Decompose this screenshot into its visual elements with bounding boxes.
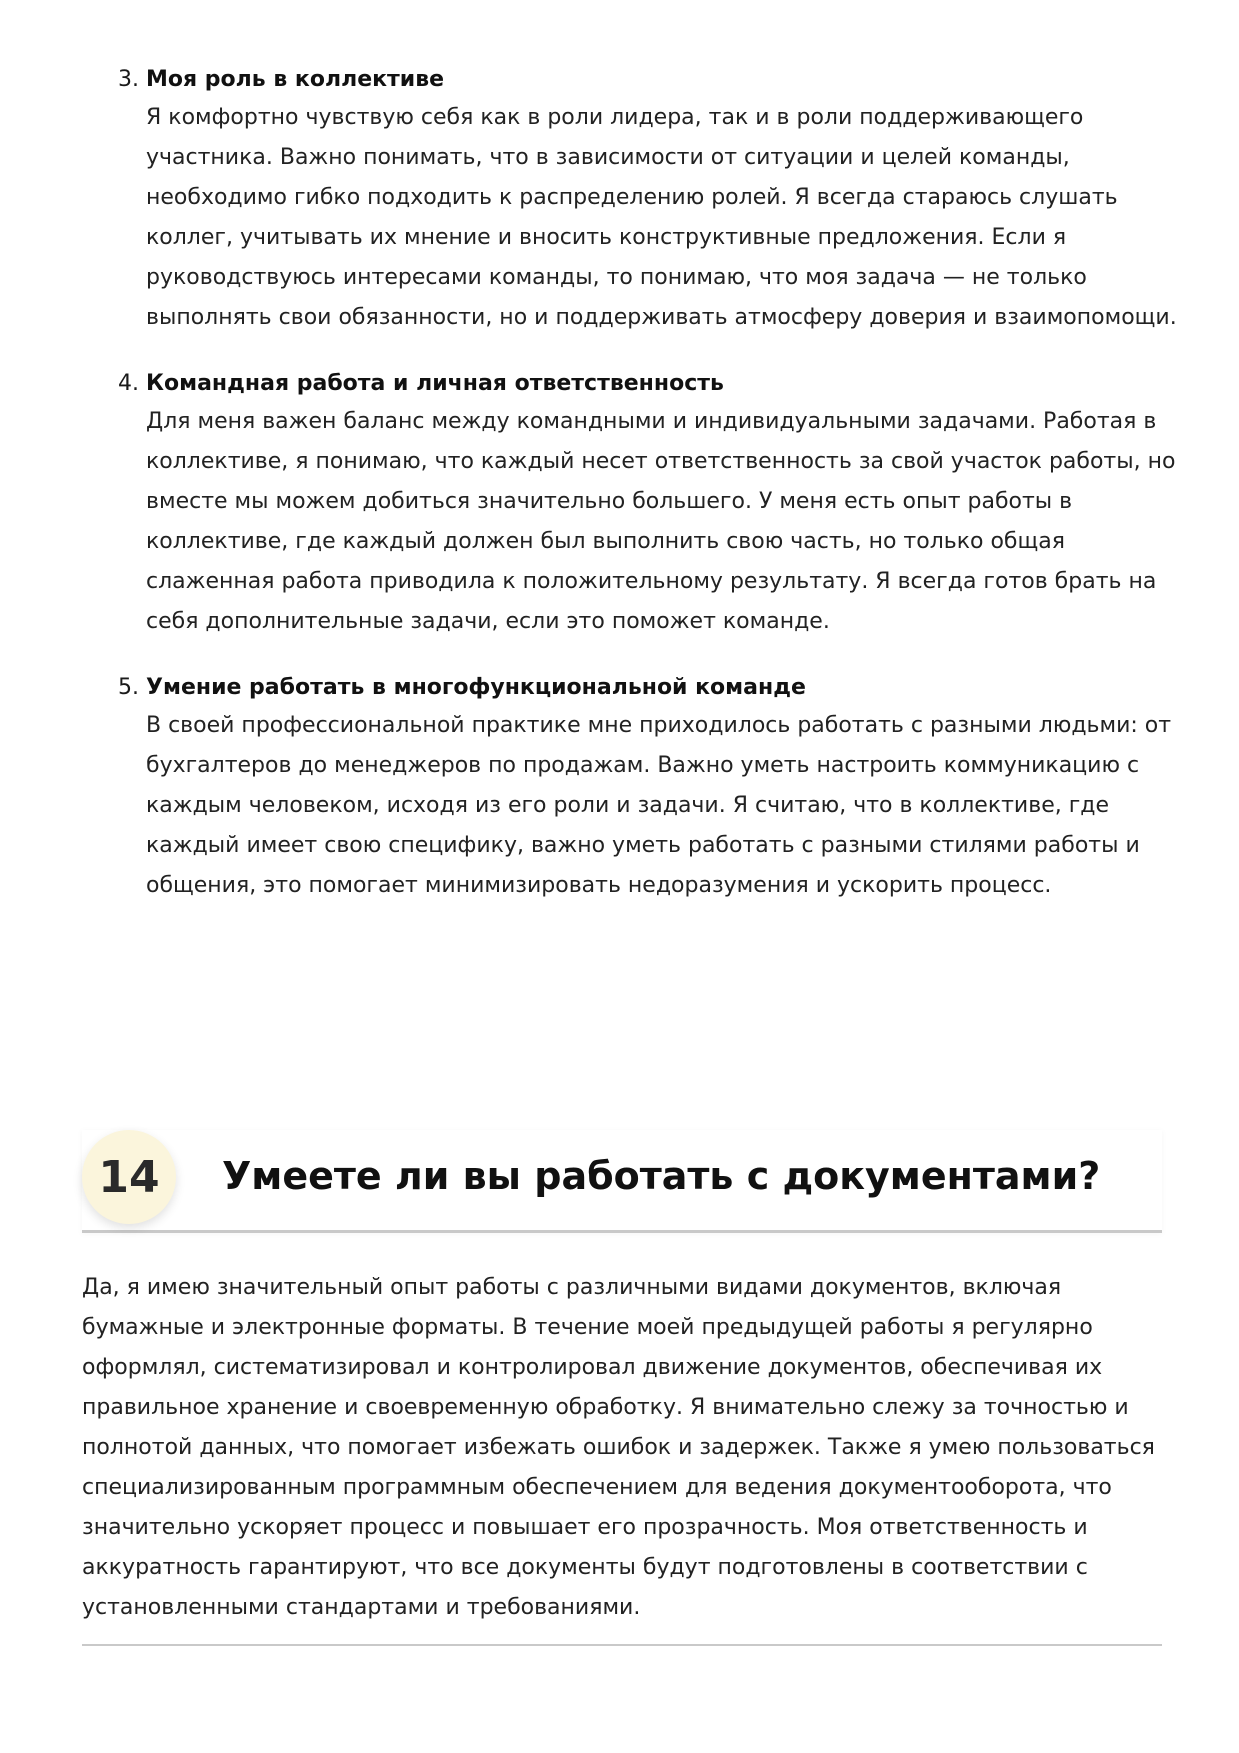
section-header — [82, 1130, 1162, 1233]
list-item-title: Умение работать в многофункциональной команде — [146, 675, 806, 700]
list-item-number: 5. — [118, 675, 139, 700]
bottom-divider — [82, 1644, 1162, 1646]
list-item-title: Моя роль в коллективе — [146, 67, 445, 92]
list-item-text: Для меня важен баланс между командными и индивидуальными задачами. Работая в коллективе, я понимаю, что каждый несет ответственность за свой участок работы, но вместе мы можем добиться значительно большего. У меня есть опыт работы в коллективе, где каждый должен был выполнить свою часть, но только общая слаженная работа приводила к положительному результату. Я всегда готов брать на себя дополнительные задачи, если это поможет команде. — [146, 409, 1176, 634]
section-answer-text: Да, я имею значительный опыт работы с различными видами документов, включая бумажные и электронные форматы. В течение моей предыдущей работы я регулярно оформлял, систематизировал и контролировал движение документов, обеспечивая их правильное хранение и своевременную обработку. Я внимательно слежу за точностью и полнотой данных, что помогает избежать ошибок и задержек. Также я умею пользоваться специализированным программным обеспечением для ведения документооборота, что значительно ускоряет процесс и повышает его прозрачность. Моя ответственность и аккуратность гарантируют, что все документы будут подготовлены в соответствии с установленными стандартами и требованиями. — [82, 1275, 1155, 1620]
list-item-text: В своей профессиональной практике мне приходилось работать с разными людьми: от бухгалтеров до менеджеров по продажам. Важно уметь настроить коммуникацию с каждым человеком, исходя из его роли и задачи. Я считаю, что в коллективе, где каждый имеет свою специфику, важно уметь работать с разными стилями работы и общения, это помогает минимизировать недоразумения и ускорить процесс. — [146, 713, 1172, 898]
list-item — [118, 62, 1178, 338]
list-item-number: 3. — [118, 67, 139, 92]
list-item-title: Командная работа и личная ответственность — [146, 371, 724, 396]
section-number-badge: 14 — [82, 1130, 176, 1224]
list-item-number: 4. — [118, 371, 139, 396]
list-item-text: Я комфортно чувствую себя как в роли лидера, так и в роли поддерживающего участника. Важно понимать, что в зависимости от ситуации и целей команды, необходимо гибко подходить к распределению ролей. Я всегда стараюсь слушать коллег, учитывать их мнение и вносить конструктивные предложения. Если я руководствуюсь интересами команды, то понимаю, что моя задача — не только выполнять свои обязанности, но и поддерживать атмосферу доверия и взаимопомощи. — [146, 105, 1177, 330]
list-item — [118, 366, 1178, 642]
numbered-list — [118, 62, 1178, 934]
section-title: Умеете ли вы работать с документами? — [222, 1154, 1101, 1198]
list-item — [118, 670, 1178, 906]
